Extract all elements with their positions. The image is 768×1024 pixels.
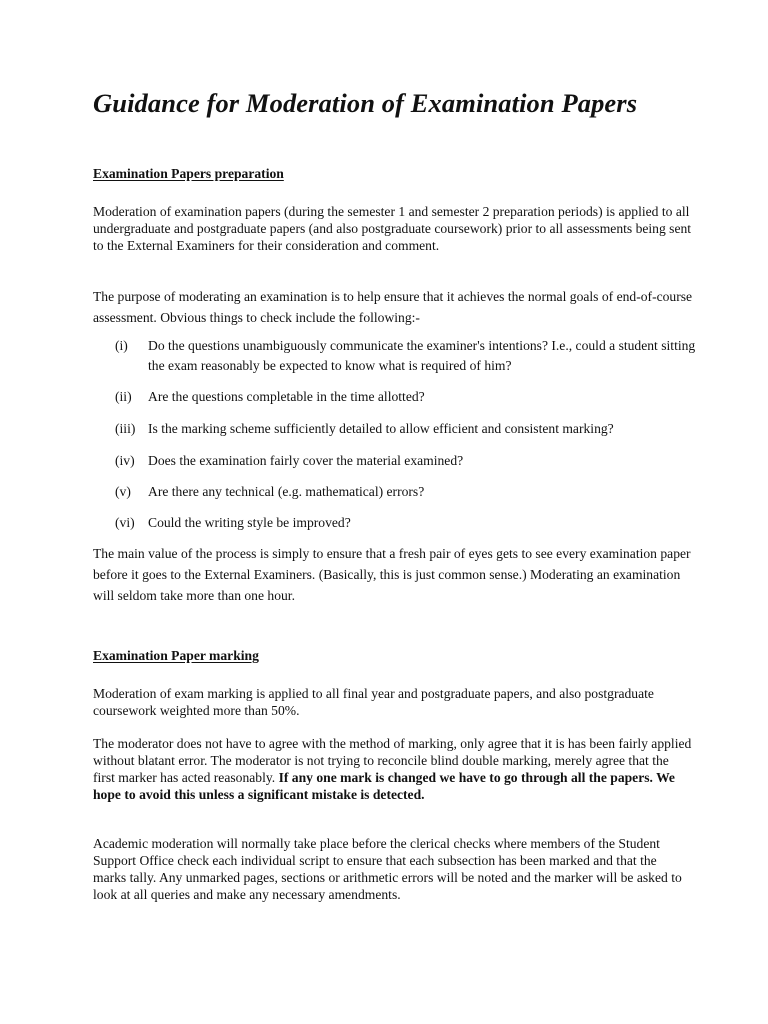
preparation-purpose-paragraph: The purpose of moderating an examination is to help ensure that it achieves the normal goals of end-of-course assessment. Obvious things to check include the following:- [93,289,693,325]
check-item-text: Do the questions unambiguously communicate the examiner's intentions? I.e., could a student sitting the exam reasonably be expected to know what is required of him? [148,338,696,373]
moderator-text: The moderator does not have to agree with the method of marking, only agree that it is has been fairly applied without blatant error. The moderator is not trying to reconcile blind double marking, merely agree that the first marker has acted reasonably. [93,736,692,785]
check-item-text: Could the writing style be improved? [148,515,351,530]
check-item-number: (vi) [115,515,135,530]
check-item-number: (v) [115,484,131,499]
moderator-paragraph [93,735,693,803]
section-heading-preparation: Examination Papers preparation [93,166,284,181]
preparation-conclusion-paragraph: The main value of the process is simply to ensure that a fresh pair of eyes gets to see every examination paper before it goes to the External Examiners. (Basically, this is just common sense.) Moderating an examination will seldom take more than one hour. [93,546,691,603]
check-item-text: Are there any technical (e.g. mathematical) errors? [148,484,425,499]
academic-moderation-paragraph: Academic moderation will normally take place before the clerical checks where members of the Student Support Office check each individual script to ensure that each subsection has been marked and that the marks tally. Any unmarked pages, sections or arithmetic errors will be noted and the marker will be asked to look at all queries and make any necessary amendments. [93,836,682,902]
check-item-number: (iii) [115,421,136,436]
check-item-number: (ii) [115,389,132,404]
moderator-warning-text: If any one mark is changed we have to go through all the papers. We hope to avoid this unless a significant mistake is detected. [93,770,675,802]
document-title: Guidance for Moderation of Examination Papers [93,88,638,118]
check-item-number: (iv) [115,453,135,468]
check-item-number: (i) [115,338,128,353]
preparation-intro-paragraph: Moderation of examination papers (during the semester 1 and semester 2 preparation periods) is applied to all undergraduate and postgraduate papers (and also postgraduate coursework) prior to all assessments being sent to the External Examiners for their consideration and comment. [93,204,692,253]
check-item-text: Is the marking scheme sufficiently detailed to allow efficient and consistent marking? [148,421,614,436]
marking-intro-paragraph: Moderation of exam marking is applied to all final year and postgraduate papers, and also postgraduate coursework weighted more than 50%. [93,686,654,718]
section-heading-marking: Examination Paper marking [93,648,259,663]
check-item-text: Does the examination fairly cover the material examined? [148,453,464,468]
check-item-text: Are the questions completable in the time allotted? [148,389,425,404]
